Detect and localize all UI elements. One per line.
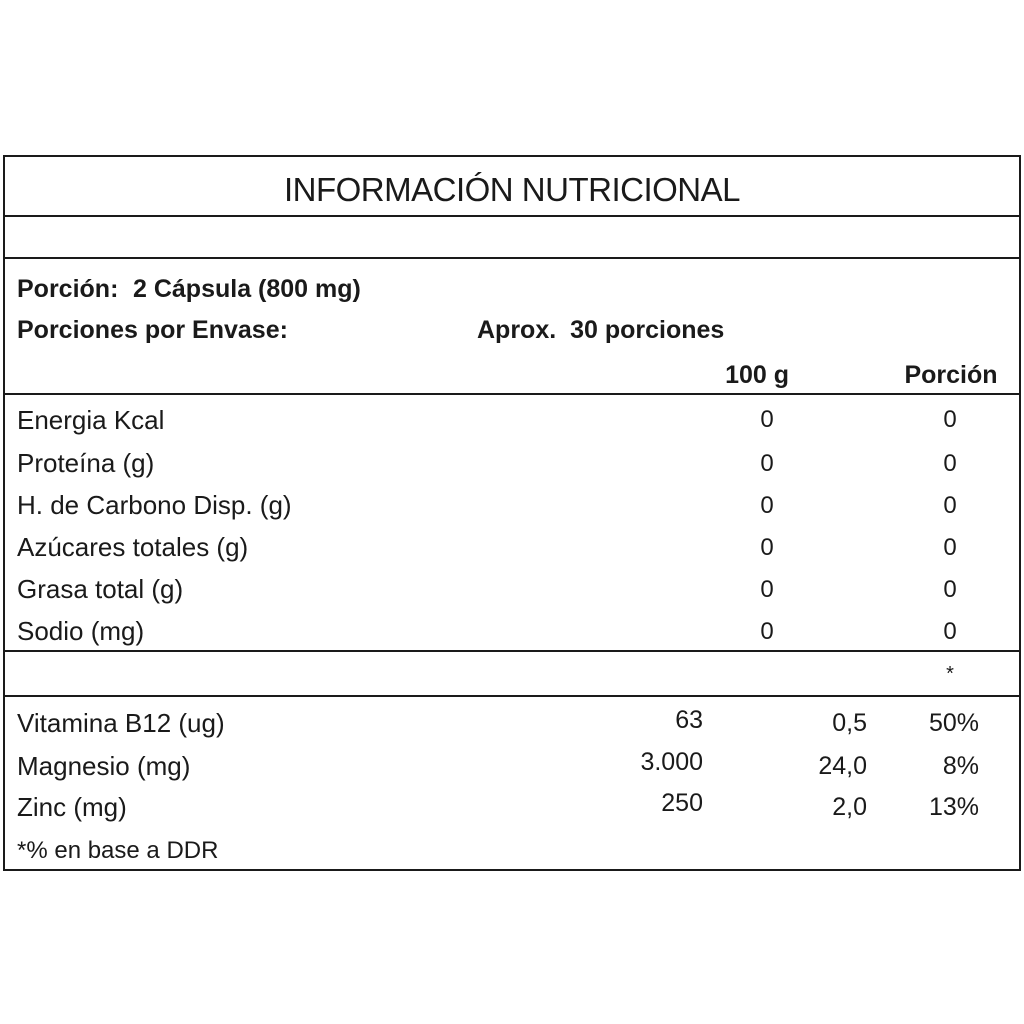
divider <box>5 695 1019 697</box>
divider <box>5 650 1019 652</box>
mineral-portion: 0,5 <box>832 709 867 737</box>
nutrient-name: Grasa total (g) <box>17 574 184 604</box>
nutrient-name: Energia Kcal <box>17 405 165 435</box>
nutrient-per100: 0 <box>760 492 774 519</box>
footnote: *% en base a DDR <box>17 837 219 864</box>
nutrient-per100: 0 <box>760 450 774 477</box>
percent-asterisk: * <box>946 663 954 685</box>
mineral-name: Magnesio (mg) <box>17 751 191 781</box>
nutrient-name: Azúcares totales (g) <box>17 532 249 562</box>
portion-value: 2 Cápsula (800 mg) <box>133 275 361 303</box>
divider <box>5 393 1019 395</box>
nutrient-portion: 0 <box>943 450 957 477</box>
nutrient-portion: 0 <box>943 618 957 645</box>
nutrient-name: Sodio (mg) <box>17 616 145 646</box>
nutrient-name: H. de Carbono Disp. (g) <box>17 490 292 520</box>
nutrient-portion: 0 <box>943 576 957 603</box>
nutrient-per100: 0 <box>760 534 774 561</box>
servings-label: Porciones por Envase: <box>17 316 288 344</box>
mineral-per100: 250 <box>661 789 703 817</box>
divider <box>5 215 1019 217</box>
nutrient-per100: 0 <box>760 576 774 603</box>
mineral-percent: 13% <box>928 793 979 821</box>
servings-value: Aprox. 30 porciones <box>477 316 725 344</box>
mineral-per100: 3.000 <box>640 748 703 776</box>
nutrient-portion: 0 <box>943 406 957 433</box>
divider <box>5 257 1019 259</box>
mineral-portion: 24,0 <box>818 752 867 780</box>
mineral-per100: 63 <box>675 706 703 734</box>
nutrient-name: Proteína (g) <box>17 448 155 478</box>
nutrient-portion: 0 <box>943 534 957 561</box>
nutrient-per100: 0 <box>760 406 774 433</box>
header-portion: Porción <box>904 361 998 389</box>
mineral-portion: 2,0 <box>832 793 867 821</box>
nutrient-portion: 0 <box>943 492 957 519</box>
portion-label: Porción: <box>17 275 119 303</box>
mineral-name: Zinc (mg) <box>17 792 127 822</box>
mineral-name: Vitamina B12 (ug) <box>17 708 225 738</box>
panel-title: INFORMACIÓN NUTRICIONAL <box>283 171 740 208</box>
nutrition-facts-panel <box>3 155 1021 871</box>
header-per-100g: 100 g <box>725 361 789 389</box>
mineral-percent: 8% <box>942 752 979 780</box>
nutrient-per100: 0 <box>760 618 774 645</box>
mineral-percent: 50% <box>928 709 979 737</box>
